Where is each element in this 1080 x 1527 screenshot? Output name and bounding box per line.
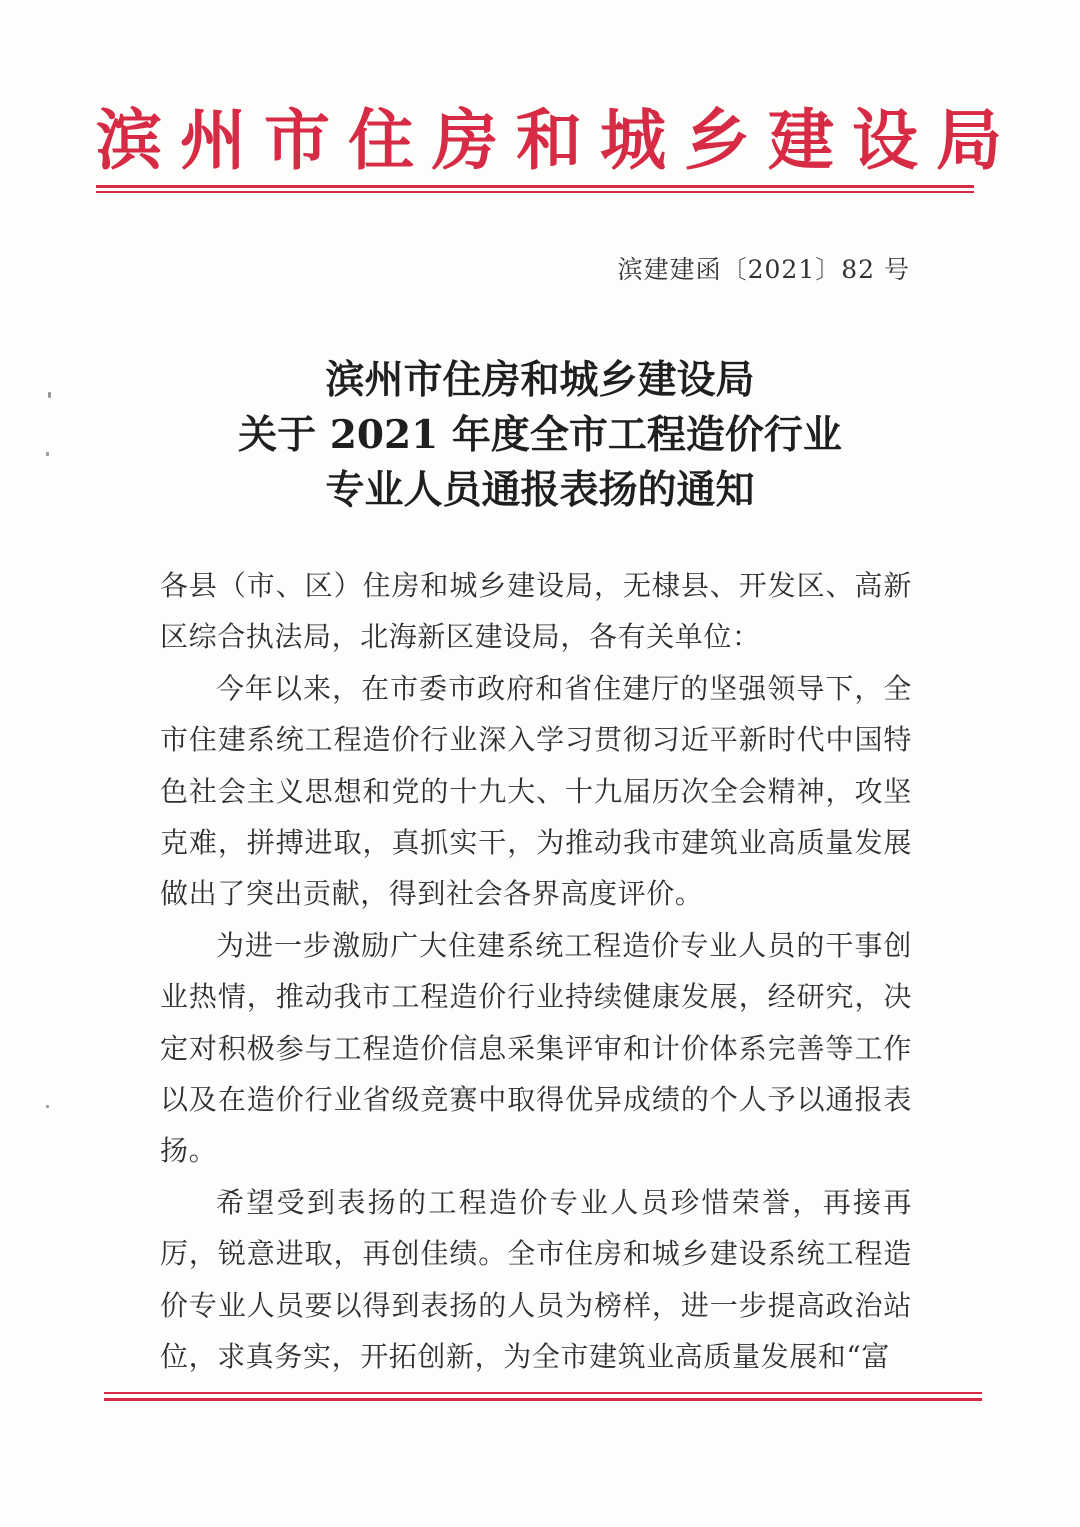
document-number: 滨建建函〔2021〕82 号 [617, 255, 910, 284]
notice-title-line-3: 专业人员通报表扬的通知 [325, 467, 755, 513]
addressee: 各县（市、区）住房和城乡建设局，无棣县、开发区、高新区综合执法局，北海新区建设局，各有关单位： [160, 569, 912, 654]
scan-speck [46, 1105, 49, 1108]
notice-title-line-2: 关于 2021 年度全市工程造价行业 [238, 412, 842, 458]
letterhead-title: 滨州市住房和城乡建设局 [96, 102, 1020, 179]
scan-speck [46, 452, 49, 456]
letterhead-divider-thin [96, 191, 974, 193]
body-paragraph-3: 希望受到表扬的工程造价专业人员珍惜荣誉，再接再厉，锐意进取，再创佳绩。全市住房和城乡建设系统工程造价专业人员要以得到表扬的人员为榜样，进一步提高政治站位，求真务实，开拓创新，为全市建筑业高质量发展和“富 [160, 1185, 912, 1374]
body-paragraph-1: 今年以来，在市委市政府和省住建厅的坚强领导下，全市住建系统工程造价行业深入学习贯彻习近平新时代中国特色社会主义思想和党的十九大、十九届历次全会精神，攻坚克难，拼搏进取，真抓实干，为推动我市建筑业高质量发展做出了突出贡献，得到社会各界高度评价。 [160, 671, 912, 911]
footer-divider-thin [104, 1392, 982, 1394]
footer-divider [104, 1398, 982, 1401]
scan-speck [48, 392, 51, 398]
notice-title-line-1: 滨州市住房和城乡建设局 [325, 357, 755, 403]
notice-title [160, 353, 920, 518]
notice-body [160, 560, 912, 1383]
body-paragraph-2: 为进一步激励广大住建系统工程造价专业人员的干事创业热情，推动我市工程造价行业持续健康发展，经研究，决定对积极参与工程造价信息采集评审和计价体系完善等工作以及在造价行业省级竞赛中取得优异成绩的个人予以通报表扬。 [160, 928, 912, 1168]
letterhead-divider [96, 185, 974, 188]
